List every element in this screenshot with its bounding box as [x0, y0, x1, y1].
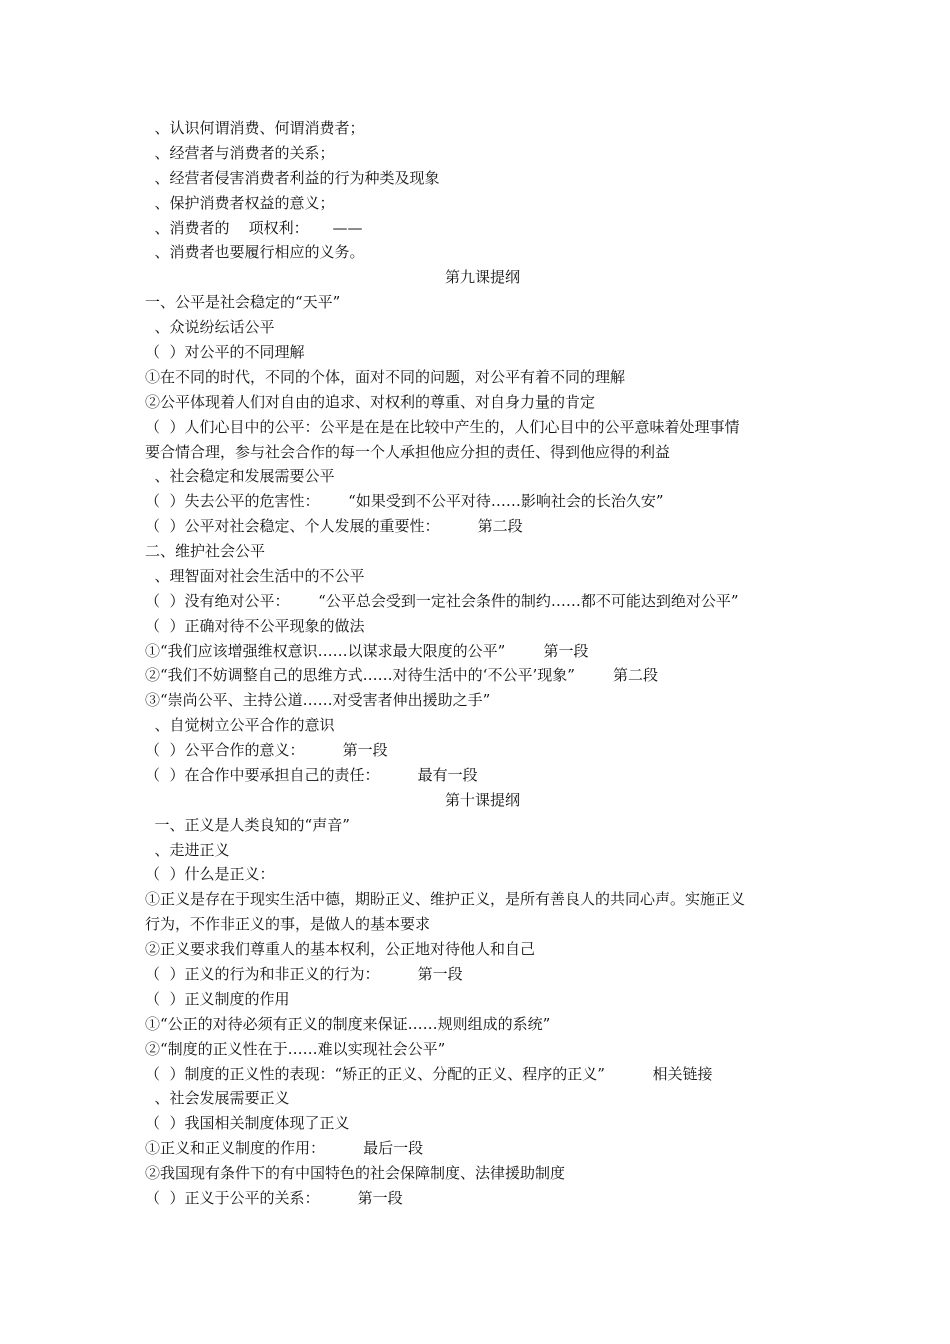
- text-line: 行为，不作非正义的事，是做人的基本要求: [145, 915, 431, 933]
- text-line: 、走进正义: [145, 841, 230, 859]
- text-line: ①“公正的对待必须有正义的制度来保证……规则组成的系统”: [145, 1015, 551, 1033]
- text-line: 、认识何谓消费、何谓消费者；: [145, 119, 365, 137]
- text-line: ②“制度的正义性在于……难以实现社会公平”: [145, 1040, 446, 1058]
- text-line: 、保护消费者权益的意义；: [145, 194, 335, 212]
- text-line: ①“我们应该增强维权意识……以谋求最大限度的公平” 第一段: [145, 642, 589, 660]
- text-line: （ ）对公平的不同理解: [145, 343, 305, 361]
- section-heading: 第十课提纲: [444, 791, 520, 809]
- text-line: 、经营者侵害消费者利益的行为种类及现象: [145, 169, 440, 187]
- text-line: 、消费者也要履行相应的义务。: [145, 243, 365, 261]
- text-line: （ ）正义于公平的关系： 第一段: [145, 1189, 403, 1207]
- text-line: （ ）没有绝对公平： “公平总会受到一定社会条件的制约……都不可能达到绝对公平”: [145, 592, 739, 610]
- text-line: （ ）正确对待不公平现象的做法: [145, 617, 365, 635]
- text-line: （ ）在合作中要承担自己的责任： 最有一段: [145, 766, 478, 784]
- text-line: ①正义是存在于现实生活中德，期盼正义、维护正义，是所有善良人的共同心声。实施正义: [145, 890, 746, 908]
- text-line: （ ）正义制度的作用: [145, 990, 290, 1008]
- text-line: 要合情合理，参与社会合作的每一个人承担他应分担的责任、得到他应得的利益: [145, 443, 671, 461]
- text-line: 、经营者与消费者的关系；: [145, 144, 335, 162]
- text-line: （ ）公平合作的意义： 第一段: [145, 741, 388, 759]
- text-line: ①正义和正义制度的作用： 最后一段: [145, 1139, 424, 1157]
- text-line: 一、公平是社会稳定的“天平”: [145, 293, 341, 311]
- text-line: ①在不同的时代，不同的个体，面对不同的问题，对公平有着不同的理解: [145, 368, 626, 386]
- text-line: ②正义要求我们尊重人的基本权利，公正地对待他人和自己: [145, 940, 536, 958]
- text-line: 二、维护社会公平: [145, 542, 266, 560]
- text-line: ②公平体现着人们对自由的追求、对权利的尊重、对自身力量的肯定: [145, 393, 596, 411]
- text-line: 、自觉树立公平合作的意识: [145, 716, 335, 734]
- section-heading: 第九课提纲: [444, 268, 520, 286]
- text-line: ③“崇尚公平、主持公道……对受害者伸出援助之手”: [145, 691, 491, 709]
- text-line: 、社会稳定和发展需要公平: [145, 467, 335, 485]
- text-line: （ ）公平对社会稳定、个人发展的重要性： 第二段: [145, 517, 523, 535]
- text-line: ②“我们不妨调整自己的思维方式……对待生活中的‘不公平’现象” 第二段: [145, 666, 659, 684]
- text-line: 、消费者的 项权利： ——: [145, 219, 363, 237]
- text-line: （ ）正义的行为和非正义的行为： 第一段: [145, 965, 463, 983]
- text-line: 、众说纷纭话公平: [145, 318, 275, 336]
- text-line: 、社会发展需要正义: [145, 1089, 290, 1107]
- text-line: （ ）失去公平的危害性： “如果受到不公平对待……影响社会的长治久安”: [145, 492, 664, 510]
- text-line: 一、正义是人类良知的“声音”: [145, 816, 350, 834]
- text-line: （ ）人们心目中的公平：公平是在是在比较中产生的，人们心目中的公平意味着处理事情: [145, 418, 740, 436]
- text-line: （ ）制度的正义性的表现：“矫正的正义、分配的正义、程序的正义” 相关链接: [145, 1065, 713, 1083]
- text-line: （ ）什么是正义：: [145, 865, 275, 883]
- text-line: ②我国现有条件下的有中国特色的社会保障制度、法律援助制度: [145, 1164, 566, 1182]
- text-line: 、理智面对社会生活中的不公平: [145, 567, 365, 585]
- text-line: （ ）我国相关制度体现了正义: [145, 1114, 350, 1132]
